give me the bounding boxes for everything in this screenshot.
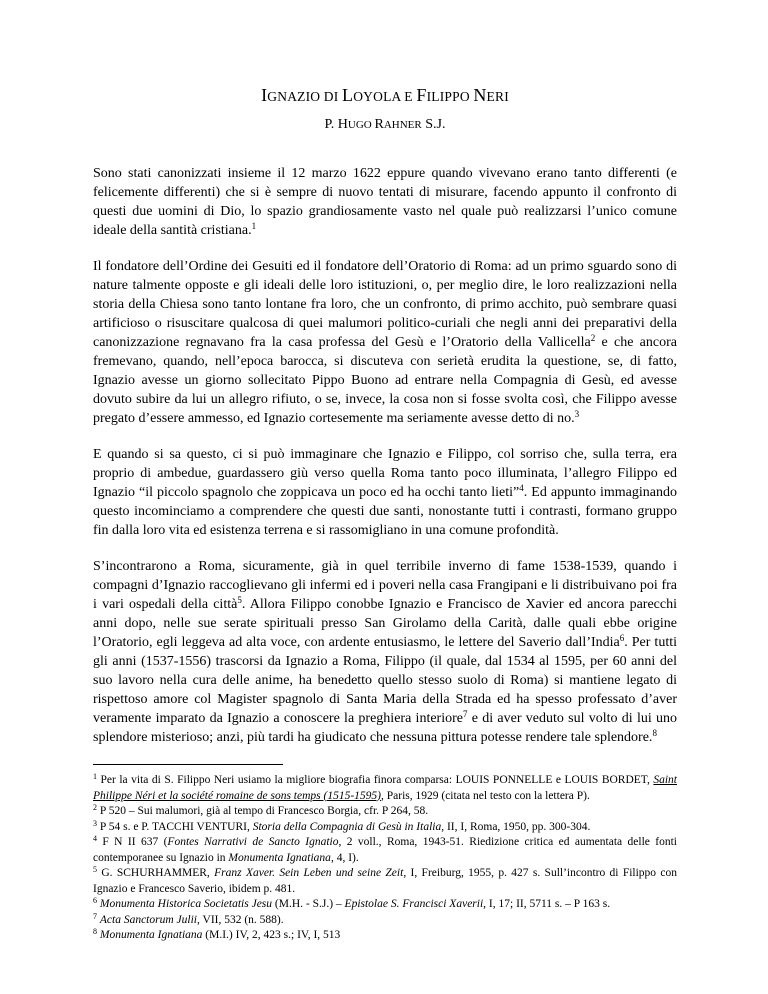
footnote-text: , Paris, 1929 (citata nel testo con la lettera P). (380, 789, 590, 802)
footnote-text: (M.I.) IV, 2, 423 s.; IV, I, 513 (202, 929, 341, 941)
footnote-italic: Storia della Compagnia di Gesù in Italia (252, 820, 442, 833)
footnote-number: 5 (93, 865, 97, 874)
footnote-2 (93, 804, 677, 820)
footnote-ref[interactable]: 7 (462, 709, 468, 719)
footnote-italic: Saint Philippe Néri et la société romaine de sons temps (1515-1595) (93, 774, 677, 802)
author-smallcaps: AHNER (383, 119, 422, 131)
footnote-text: F N II 637 ( (97, 836, 168, 848)
paragraph-text: e di aver veduto sul volto di lui uno splendore misterioso; anzi, più tardi ha giudicato che nessuna pittura potesse rendere tale splendore. (93, 711, 677, 745)
title-part: N (473, 85, 487, 105)
title-part: F (416, 85, 427, 105)
footnote-number: 7 (93, 911, 97, 921)
footnote-text: , II, I, Roma, 1950, pp. 300-304. (441, 820, 591, 833)
paragraph-text: Sono stati canonizzati insieme il 12 marzo 1622 eppure quando vivevano erano tanto differenti (e felicemente differenti) che si è sempre di nuovo tentati di misurare, facendo appunto il confronto di questi due uomini di Dio, lo spazio grandiosamente vasto nel quale può realizzarsi l’unico comune ideale della santità cristiana. (93, 166, 677, 238)
author-prefix: P. H (324, 117, 348, 132)
paragraph-text: e che ancora fremevano, quando, nell’epoca barocca, si discuteva con serietà erudita la questione, se, di fatto, Ignazio avesse un giorno sollecitato Pippo Buono ad entrare nella Compagnia di Gesù, ed avesse dovuto subire da lui un allegro rifiuto, o se, invece, la cosa non si fosse svolta così, che Filippo avesse pregato d’essere ammesso, ed Ignazio cortesemente ma seriamente avesse detto di no. (93, 335, 677, 426)
footnote-number: 1 (93, 772, 97, 781)
footnote-4 (93, 835, 677, 866)
footnote-text: G. SCHURHAMMER, (97, 867, 215, 879)
footnotes (93, 773, 677, 944)
footnote-text: , I, 17; II, 5711 s. – P 163 s. (483, 898, 611, 910)
footnote-ref[interactable]: 1 (251, 221, 257, 231)
paragraph-text: E quando si sa questo, ci si può immaginare che Ignazio e Filippo, col sorriso che, sulla terra, era proprio di ambedue, guardassero giù verso quella Roma tanto poco illuminata, l’allegro Filippo ed Ignazio “il piccolo spagnolo che zoppicava un poco ed ha occhi tanto lieti” (93, 447, 677, 500)
title-part: ILIPPO (426, 89, 474, 104)
paragraph-text: . Per tutti gli anni (1537-1556) trascorsi da Ignazio a Roma, Filippo (il quale, dal 1534 al 1595, per 60 anni del suo lavoro nella cura delle anime, ha benedetto quello stesso suolo di Roma) si mantiene legato di rispettoso amore col Magister spagnolo di Santa Maria della Strada ed ha spesso professato d’aver veramente imparato da Ignazio a conoscere la preghiera interiore (93, 635, 677, 726)
footnote-7 (93, 913, 677, 929)
paragraph-4 (93, 557, 677, 747)
footnote-number: 8 (93, 927, 97, 936)
footnote-italic: Monumenta Ignatiana (99, 929, 203, 941)
title-part: I (261, 85, 268, 105)
footnote-italic: Monumenta Historica Societatis Jesu (99, 898, 273, 910)
paragraph-3 (93, 445, 677, 540)
paragraph-text: . Allora Filippo conobbe Ignazio e Francisco de Xavier ed ancora parecchi anni dopo, nelle sue serate spirituali presso San Girolamo della Carità, dalle quali ebbe origine l’Oratorio, egli leggeva ad alta voce, con ardente entusiasmo, le lettere del Saverio dall’India (93, 597, 677, 650)
title-part: OYOLA E (353, 89, 417, 104)
footnote-6 (93, 897, 677, 913)
footnote-text: P 54 s. e P. TACCHI VENTURI, (97, 820, 253, 833)
footnote-1 (93, 773, 677, 804)
footnote-italic: Acta Sanctorum Julii (99, 913, 197, 926)
footnote-number: 3 (93, 818, 97, 828)
footnote-italic: Fontes Narrativi de Sancto Ignatio (167, 836, 339, 848)
footnote-ref[interactable]: 8 (652, 728, 657, 738)
footnote-ref[interactable]: 3 (574, 409, 580, 419)
footnote-divider (93, 764, 283, 765)
paragraph-text: . Ed appunto immaginando questo incominciamo a comprendere che questi due santi, nonostante tutti i contrasti, formano gruppo fin dalla loro vita ed esistenza terrena e si rassomigliano in una comune profondità. (93, 485, 677, 538)
footnote-number: 6 (93, 896, 97, 905)
footnote-italic: Franz Xaver. Sein Leben und seine Zeit (214, 867, 404, 879)
footnote-italic: Monumenta Ignatiana (228, 851, 331, 864)
author-suffix: S.J. (421, 117, 446, 132)
footnote-ref[interactable]: 6 (619, 633, 625, 643)
title-part: ERI (486, 89, 509, 104)
paragraph-1 (93, 164, 677, 240)
paragraph-text: S’incontrarono a Roma, sicuramente, già in quel terribile inverno di fame 1538-1539, quando i compagni d’Ignazio raccoglievano gli infermi ed i poveri nella casa Frangipani e li distribuivano poi fra i vari ospedali della città (93, 559, 677, 612)
author-smallcaps: UGO (347, 119, 375, 131)
footnote-ref[interactable]: 2 (590, 333, 596, 343)
footnote-text: (M.H. - S.J.) – (272, 898, 345, 910)
footnote-italic: Epistolae S. Francisci Xaverii (344, 898, 484, 910)
footnote-number: 2 (93, 803, 97, 812)
footnote-8 (93, 928, 677, 944)
document-title (93, 0, 677, 108)
footnote-ref[interactable]: 5 (237, 595, 242, 605)
footnote-5 (93, 866, 677, 897)
footnote-text: , I, Freiburg, 1955, p. 427 s. Sull’incontro di Filippo con Ignazio e Francesco Saverio, ibidem p. 481. (93, 867, 677, 895)
paragraph-text: Il fondatore dell’Ordine dei Gesuiti ed il fondatore dell’Oratorio di Roma: ad un primo sguardo sono di nature talmente opposte e gli ideali delle loro istituzioni, o, per meglio dire, le loro realizzazioni nella storia della Chiesa sono tanto lontane fra loro, che un confronto, di primo acchito, può sembrare quasi artificioso o risuscitare qualcosa di quei malumori politico-curiali che negli anni dei preparativi della canonizzazione regnavano fra la casa professa del Gesù e l’Oratorio della Vallicella (93, 259, 677, 350)
footnote-text: P 520 – Sui malumori, già al tempo di Francesco Borgia, cfr. P 264, 58. (97, 805, 429, 817)
document-author (93, 116, 677, 134)
title-part: GNAZIO DI (267, 89, 343, 104)
footnote-text: , VII, 532 (n. 588). (196, 913, 284, 926)
paragraph-2 (93, 257, 677, 428)
footnote-text: , 2 voll., Roma, 1943-51. Riedizione critica ed aumentata delle fonti contemporanee su Ignazio in (93, 836, 677, 864)
title-part: L (342, 85, 354, 105)
author-initial: R (374, 117, 384, 132)
footnote-text: , 4, I). (330, 851, 359, 864)
footnote-text: Per la vita di S. Filippo Neri usiamo la migliore biografia finora comparsa: LOUIS PONNELLE e LOUIS BORDET, (97, 774, 654, 786)
footnote-ref[interactable]: 4 (519, 483, 524, 493)
footnote-number: 4 (93, 834, 97, 843)
footnote-3 (93, 820, 677, 836)
